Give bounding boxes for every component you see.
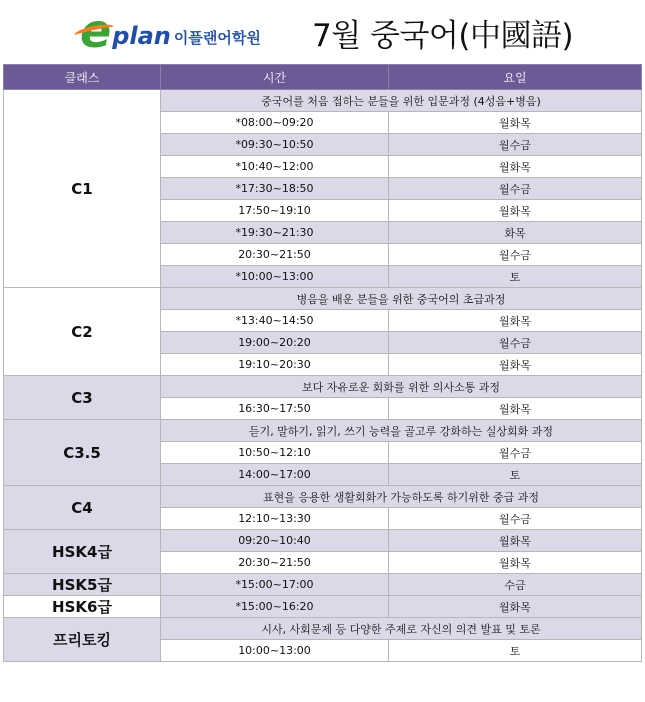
class-name-cell: HSK5급 [4,574,161,596]
time-cell: 10:00~13:00 [161,640,389,662]
class-name-cell: C2 [4,288,161,376]
time-cell: 20:30~21:50 [161,552,389,574]
logo-academy-name: 이플랜어학원 [173,29,261,47]
time-cell: *15:00~17:00 [161,574,389,596]
time-cell: *10:40~12:00 [161,156,389,178]
table-header-row [4,65,642,90]
days-cell: 월화목 [389,530,642,552]
time-cell: 10:50~12:10 [161,442,389,464]
days-cell: 월수금 [389,442,642,464]
days-cell: 월화목 [389,156,642,178]
class-description: 표현을 응용한 생활회화가 가능하도록 하기위한 중급 과정 [161,486,642,508]
time-cell: 19:00~20:20 [161,332,389,354]
time-cell: 17:50~19:10 [161,200,389,222]
days-cell: 월화목 [389,354,642,376]
days-cell: 월수금 [389,134,642,156]
time-cell: 19:10~20:30 [161,354,389,376]
class-description-row [4,618,642,640]
time-cell: 16:30~17:50 [161,398,389,420]
header-time: 시간 [161,65,389,90]
page-header [0,0,645,62]
header-days: 요일 [389,65,642,90]
days-cell: 월화목 [389,552,642,574]
days-cell: 월수금 [389,508,642,530]
class-description: 보다 자유로운 회화를 위한 의사소통 과정 [161,376,642,398]
header-class: 클래스 [4,65,161,90]
class-description-row [4,288,642,310]
days-cell: 월수금 [389,332,642,354]
class-description-row [4,420,642,442]
schedule-table [3,64,642,662]
days-cell: 토 [389,464,642,486]
time-cell: *17:30~18:50 [161,178,389,200]
class-description: 듣기, 말하기, 읽기, 쓰기 능력을 골고루 강화하는 실상회화 과정 [161,420,642,442]
class-name-cell: C1 [4,90,161,288]
class-name-cell: C3 [4,376,161,420]
time-cell: *08:00~09:20 [161,112,389,134]
time-cell: 12:10~13:30 [161,508,389,530]
class-description-row [4,90,642,112]
logo-e-mark: e [80,8,111,54]
time-cell: 09:20~10:40 [161,530,389,552]
class-name-cell: C4 [4,486,161,530]
time-cell: 20:30~21:50 [161,244,389,266]
class-name-cell: HSK4급 [4,530,161,574]
class-description-row [4,486,642,508]
table-row [4,596,642,618]
class-description: 중국어를 처음 접하는 분들을 위한 입문과정 (4성음+병음) [161,90,642,112]
table-row [4,574,642,596]
days-cell: 토 [389,640,642,662]
table-row [4,530,642,552]
time-cell: *09:30~10:50 [161,134,389,156]
time-cell: 14:00~17:00 [161,464,389,486]
class-name-cell: 프리토킹 [4,618,161,662]
days-cell: 월수금 [389,244,642,266]
page-title: 7월 중국어(中國語) [312,18,574,54]
class-description-row [4,376,642,398]
class-name-cell: C3.5 [4,420,161,486]
days-cell: 월수금 [389,178,642,200]
days-cell: 화목 [389,222,642,244]
class-name-cell: HSK6급 [4,596,161,618]
schedule-body [4,90,642,662]
days-cell: 월화목 [389,310,642,332]
time-cell: *19:30~21:30 [161,222,389,244]
time-cell: *10:00~13:00 [161,266,389,288]
class-description: 병음을 배운 분들을 위한 중국어의 초급과정 [161,288,642,310]
eplan-logo [80,4,261,58]
days-cell: 월화목 [389,398,642,420]
days-cell: 토 [389,266,642,288]
days-cell: 수금 [389,574,642,596]
class-description: 시사, 사회문제 등 다양한 주제로 자신의 의견 발표 및 토론 [161,618,642,640]
days-cell: 월화목 [389,200,642,222]
time-cell: *15:00~16:20 [161,596,389,618]
time-cell: *13:40~14:50 [161,310,389,332]
days-cell: 월화목 [389,596,642,618]
days-cell: 월화목 [389,112,642,134]
logo-plan-text: plan [112,22,171,50]
